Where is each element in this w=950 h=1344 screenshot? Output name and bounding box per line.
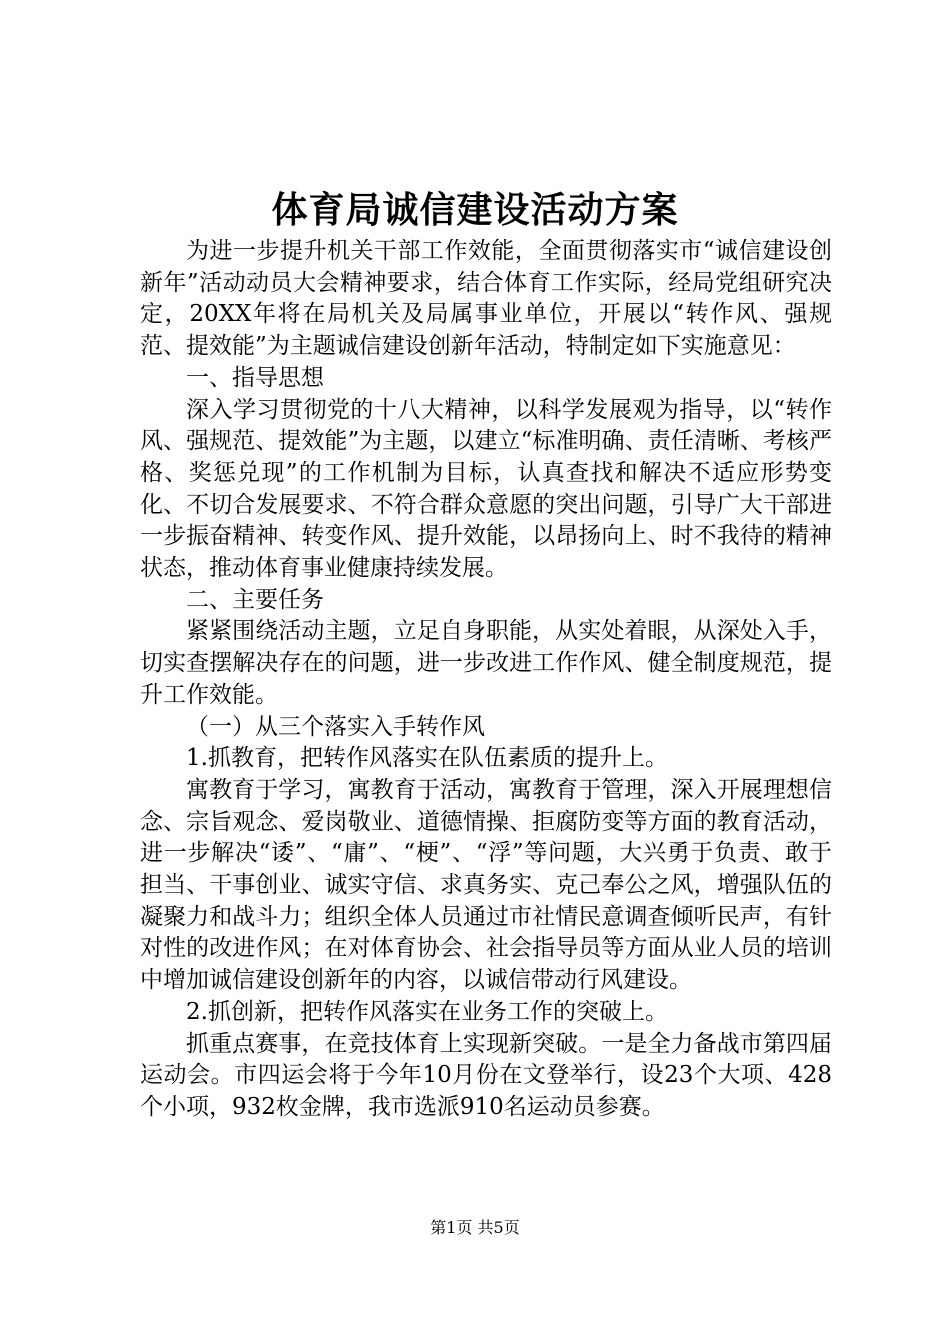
section-heading-guiding-thought: 一、指导思想 [186, 364, 324, 391]
education-paragraph: 寓教育于学习，寓教育于活动，寓教育于管理，深入开展理想信念、宗旨观念、爱岗敬业、道德情操、拒腐防变等方面的教育活动，进一步解决“诿”、“庸”、“梗”、“浮”等问题，大兴勇于负责、敢于担当、干事创业、诚实守信、求真务实、克己奉公之风，增强队伍的凝聚力和战斗力；组织全体人员通过市社情民意调查倾听民声，有针对性的改进作风；在对体育协会、社会指导员等方面从业人员的培训中增加诚信建设创新年的内容，以诚信带动行风建设。 [140, 776, 832, 994]
innovation-paragraph: 抓重点赛事，在竞技体育上实现新突破。一是全力备战市第四届运动会。市四运会将于今年10月份在文登举行，设23个大项、428个小项，932枚金牌，我市选派910名运动员参赛。 [140, 1030, 832, 1120]
intro-paragraph: 为进一步提升机关干部工作效能，全面贯彻落实市“诚信建设创新年”活动动员大会精神要求，结合体育工作实际，经局党组研究决定，20XX年将在局机关及局属事业单位，开展以“转作风、强规范、提效能”为主题诚信建设创新年活动，特制定如下实施意见： [140, 238, 832, 360]
document-body [140, 236, 832, 1124]
subsection-heading-style: （一）从三个落实入手转作风 [186, 713, 485, 740]
document-title: 体育局诚信建设活动方案 [271, 189, 679, 231]
item-heading-education: 1.抓教育，把转作风落实在队伍素质的提升上。 [186, 745, 668, 772]
item-heading-innovation: 2.抓创新，把转作风落实在业务工作的突破上。 [186, 998, 668, 1025]
page-footer: 第1页 共5页 [430, 1218, 520, 1237]
guiding-thought-paragraph: 深入学习贯彻党的十八大精神，以科学发展观为指导，以“转作风、强规范、提效能”为主题，以建立“标准明确、责任清晰、考核严格、奖惩兑现”的工作机制为目标，认真查找和解决不适应形势变化、不切合发展要求、不符合群众意愿的突出问题，引导广大干部进一步振奋精神、转变作风、提升效能，以昂扬向上、时不我待的精神状态，推动体育事业健康持续发展。 [140, 396, 832, 582]
main-tasks-paragraph: 紧紧围绕活动主题，立足自身职能，从实处着眼，从深处入手，切实查摆解决存在的问题，进一步改进工作作风、健全制度规范，提升工作效能。 [140, 618, 832, 708]
section-heading-main-tasks: 二、主要任务 [186, 586, 324, 613]
